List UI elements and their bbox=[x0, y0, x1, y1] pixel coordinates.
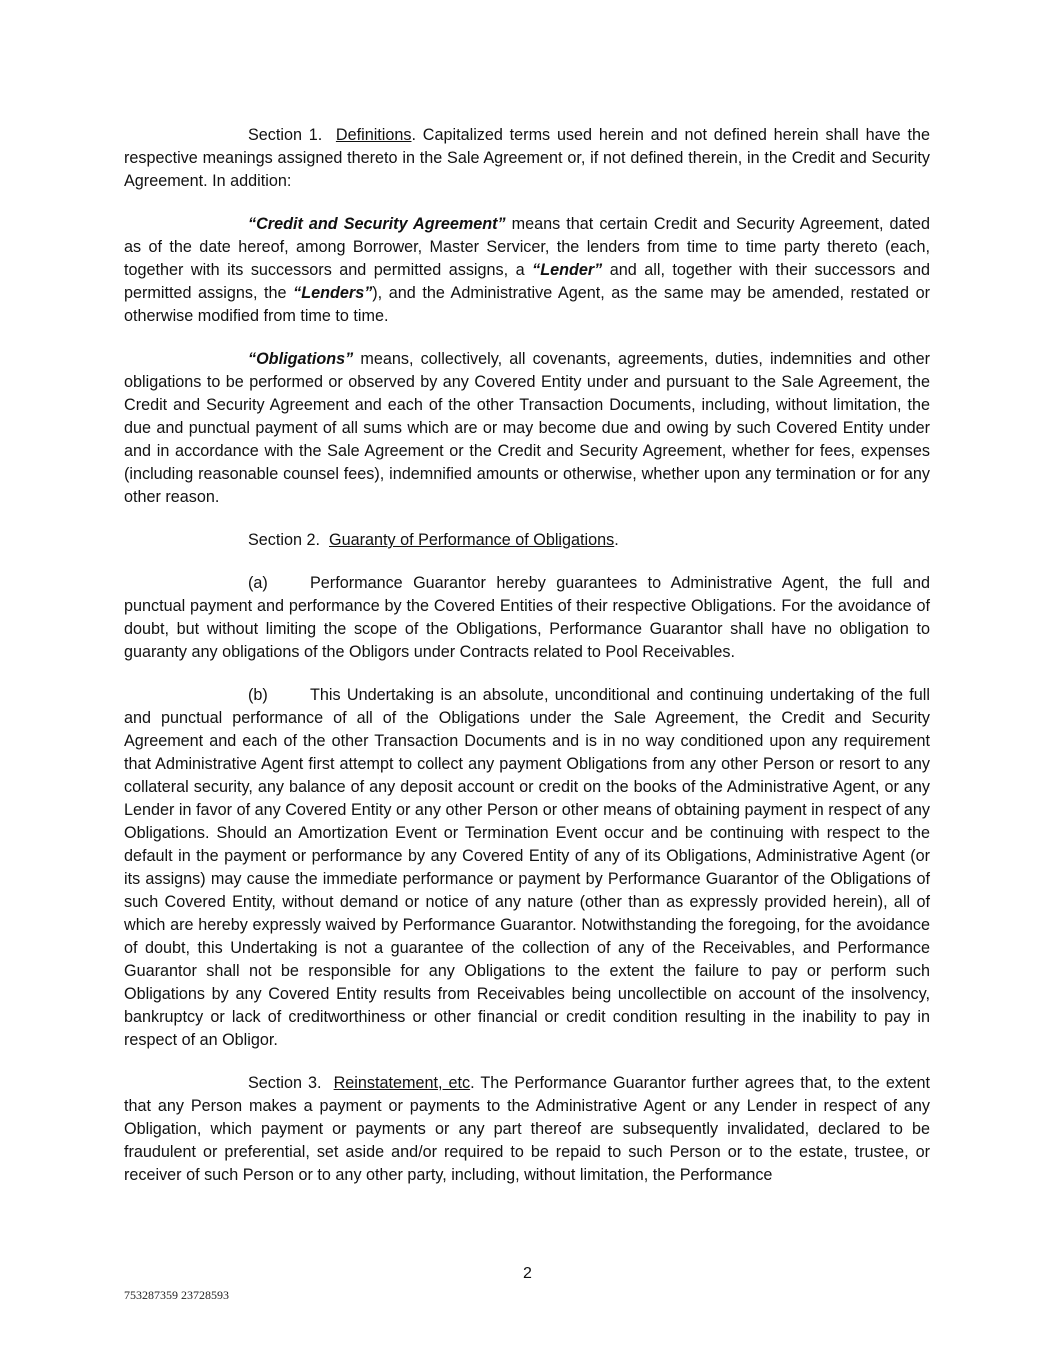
section-2-text: . bbox=[614, 531, 619, 549]
term-obligations: “Obligations” bbox=[248, 350, 354, 368]
definition-obligations-text: means, collectively, all covenants, agreements, duties, indemnities and other obligations to be performed or observed by any Covered Entity under and pursuant to the Sale Agreement, the Credit and Security Agreement and each of the other Transaction Documents, including, without limitation, the due and punctual payment of all sums which are or may become due and owing by such Covered Entity under and in accordance with the Sale Agreement or the Credit and Security Agreement, whether for fees, expenses (including reasonable counsel fees), indemnified amounts or otherwise, whether upon any termination or for any other reason. bbox=[124, 350, 930, 506]
section-1 bbox=[124, 124, 930, 193]
paragraph-b bbox=[124, 684, 930, 1052]
definition-credit-text-3: ), and the Administrative Agent, as the same may be amended, restated or otherwise modified from time to time. bbox=[124, 284, 931, 325]
definition-credit-and-security-agreement bbox=[124, 213, 930, 328]
definition-credit-text-1: means that certain Credit and Security Agreement, dated as of the date hereof, among Borrower, Master Servicer, the lenders from time to time party thereto (each, together with its successors and permitted assigns, a bbox=[124, 215, 930, 279]
section-1-label: Section 1. bbox=[248, 126, 323, 144]
paragraph-b-label: (b) bbox=[248, 686, 268, 704]
term-lender: “Lender” bbox=[532, 261, 603, 279]
paragraph-a-text: Performance Guarantor hereby guarantees to Administrative Agent, the full and punctual payment and performance by the Covered Entities of their respective Obligations. For the avoidance of doubt, but without limiting the scope of the Obligations, Performance Guarantor shall have no obligation to guaranty any obligations of the Obligors under Contracts related to Pool Receivables. bbox=[124, 574, 930, 661]
page-number: 2 bbox=[523, 1265, 532, 1282]
term-credit-and-security-agreement: “Credit and Security Agreement” bbox=[248, 215, 506, 233]
section-2 bbox=[124, 529, 930, 552]
section-1-text: . Capitalized terms used herein and not defined herein shall have the respective meanings assigned thereto in the Sale Agreement or, if not defined therein, in the Credit and Security Agreement. In addition: bbox=[124, 126, 930, 190]
paragraph-a bbox=[124, 572, 930, 664]
section-3-label: Section 3. bbox=[248, 1074, 322, 1092]
document-body bbox=[124, 124, 930, 1207]
paragraph-a-label: (a) bbox=[248, 574, 268, 592]
term-lenders: “Lenders” bbox=[293, 284, 373, 302]
definition-credit-text-2: and all, together with their successors and permitted assigns, the bbox=[124, 261, 931, 302]
section-3 bbox=[124, 1072, 930, 1187]
document-id: 753287359 23728593 bbox=[124, 1288, 229, 1302]
paragraph-b-text: This Undertaking is an absolute, unconditional and continuing undertaking of the full and punctual performance of all of the Obligations under the Sale Agreement, the Credit and Security Agreement and each of the other Transaction Documents and is in no way conditioned upon any requirement that Administrative Agent first attempt to collect any payment Obligations from any other Person or resort to any collateral security, any balance of any deposit account or credit on the books of the Administrative Agent, or any Lender in favor of any Covered Entity or any other Person or other means of obtaining payment in respect of any Obligations. Should an Amortization Event or Termination Event occur and be continuing with respect to the default in the payment or performance by any Covered Entity of any of its Obligations, Administrative Agent (or its assigns) may cause the immediate performance or payment by Performance Guarantor of the Obligations of such Covered Entity, without demand or notice of any nature (other than as expressly provided herein), all of which are hereby expressly waived by Performance Guarantor. Notwithstanding the foregoing, for the avoidance of doubt, this Undertaking is not a guarantee of the collection of any of the Receivables, and Performance Guarantor shall not be responsible for any Obligations to the extent the failure to pay or perform such Obligations by any Covered Entity results from Receivables being uncollectible on account of the insolvency, bankruptcy or lack of creditworthiness or other financial or credit condition resulting in the inability to pay in respect of an Obligor. bbox=[124, 686, 930, 1049]
section-3-heading: Reinstatement, etc bbox=[333, 1074, 471, 1092]
section-2-heading: Guaranty of Performance of Obligations bbox=[329, 531, 615, 549]
section-2-label: Section 2. bbox=[248, 531, 320, 549]
section-1-heading: Definitions bbox=[335, 126, 412, 144]
definition-obligations bbox=[124, 348, 930, 509]
section-3-text: . The Performance Guarantor further agrees that, to the extent that any Person makes a payment or payments to the Administrative Agent or any Lender in respect of any Obligation, which payment or payments or any part thereof are subsequently invalidated, declared to be fraudulent or preferential, set aside and/or required to be repaid to such Person or to the estate, trustee, or receiver of such Person or to any other party, including, without limitation, the Performance bbox=[124, 1074, 930, 1184]
